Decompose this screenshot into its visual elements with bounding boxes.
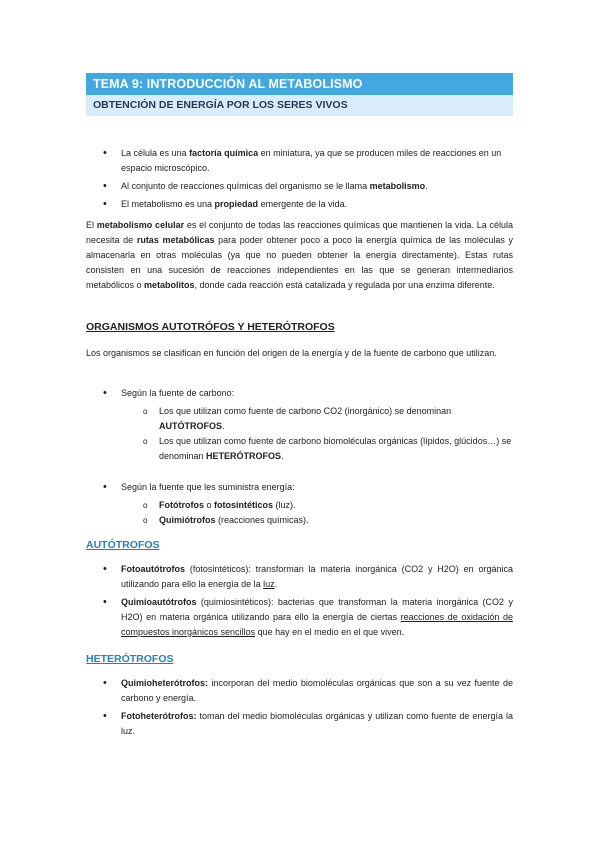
list-item: • Quimioheterótrofos: incorporan del medio biomoléculas orgánicas que son a su vez fuente de carbono y energía.: [103, 677, 513, 703]
bullet-icon: •: [103, 147, 107, 159]
bullet-icon: •: [103, 180, 107, 192]
sub-list-item: o Quimiótrofos (reacciones químicas).: [86, 513, 513, 528]
metabolism-paragraph: El metabolismo celular es el conjunto de todas las reacciones químicas que mantienen la vida. La célula necesita de rutas metabólicas para poder obtener poco a poco la energía química de las moléculas y almacenarla en otras moléculas (ya que no pueden obtener la energía directamente). Estas rutas consisten en una sucesión de reacciones independientes en las que se generan intermediarios metabólicos o metabolitos, donde cada reacción está catalizada y regulada por una enzima diferente.: [86, 220, 513, 290]
circle-bullet-icon: o: [143, 407, 148, 416]
bullet-icon: •: [103, 387, 107, 399]
section-heading-autotrofos: AUTÓTROFOS: [86, 539, 160, 551]
sub-list-item: o Los que utilizan como fuente de carbono CO2 (inorgánico) se denominan AUTÓTROFOS.: [143, 406, 452, 431]
section-heading-heterotrofos: HETERÓTROFOS: [86, 653, 174, 665]
section-heading-organisms: ORGANISMOS AUTOTRÓFOS Y HETERÓTROFOS: [86, 321, 335, 333]
bullet-icon: •: [103, 198, 107, 210]
list-item: • Al conjunto de reacciones químicas del organismo se le llama metabolismo.: [103, 180, 428, 192]
sub-list-item: o Los que utilizan como fuente de carbono biomoléculas orgánicas (lípidos, glúcidos…) se denominan HETERÓTROFOS.: [143, 436, 512, 461]
intro-bullet-list: [86, 146, 513, 215]
page-title: TEMA 9: INTRODUCCIÓN AL METABOLISMO: [86, 73, 513, 95]
carbon-source-list: [86, 386, 513, 464]
heterotrofos-list: [86, 676, 513, 742]
energy-source-list: [86, 480, 513, 528]
list-item: • La célula es una factoría química en miniatura, ya que se producen miles de reacciones en un espacio microscópico.: [103, 147, 502, 173]
circle-bullet-icon: o: [143, 501, 148, 510]
list-item: • Según la fuente de carbono:: [103, 387, 235, 399]
circle-bullet-icon: o: [143, 516, 148, 525]
list-item: • Quimioautótrofos (quimiosintéticos): bacterias que transforman la materia inorgánica (CO2 y H2O) en materia orgánica utilizando para ello la energía de ciertas reacciones de oxidación de compuestos inorgánicos sencillos que hay en el medio en el que viven.: [103, 596, 513, 637]
list-item: • Fotoautótrofos (fotosintéticos): transforman la materia inorgánica (CO2 y H2O) en orgánica utilizando para ello la energía de la luz.: [103, 563, 513, 589]
sub-list-item: o Fotótrofos o fotosintéticos (luz).: [86, 498, 513, 513]
list-item: • Fotoheterótrofos: toman del medio biomoléculas orgánicas y utilizan como fuente de energía la luz.: [103, 710, 513, 736]
bullet-icon: •: [103, 677, 107, 689]
page-subtitle: OBTENCIÓN DE ENERGÍA POR LOS SERES VIVOS: [86, 95, 513, 116]
list-item: • Según la fuente que les suministra energía:: [103, 481, 295, 493]
bullet-icon: •: [103, 563, 107, 575]
bullet-icon: •: [103, 481, 107, 493]
circle-bullet-icon: o: [143, 437, 148, 446]
organisms-intro: Los organismos se clasifican en función del origen de la energía y de la fuente de carbono que utilizan.: [86, 348, 497, 358]
bullet-icon: •: [103, 596, 107, 608]
list-item: • El metabolismo es una propiedad emergente de la vida.: [103, 198, 348, 210]
autotrofos-list: [86, 562, 513, 643]
bullet-icon: •: [103, 710, 107, 722]
